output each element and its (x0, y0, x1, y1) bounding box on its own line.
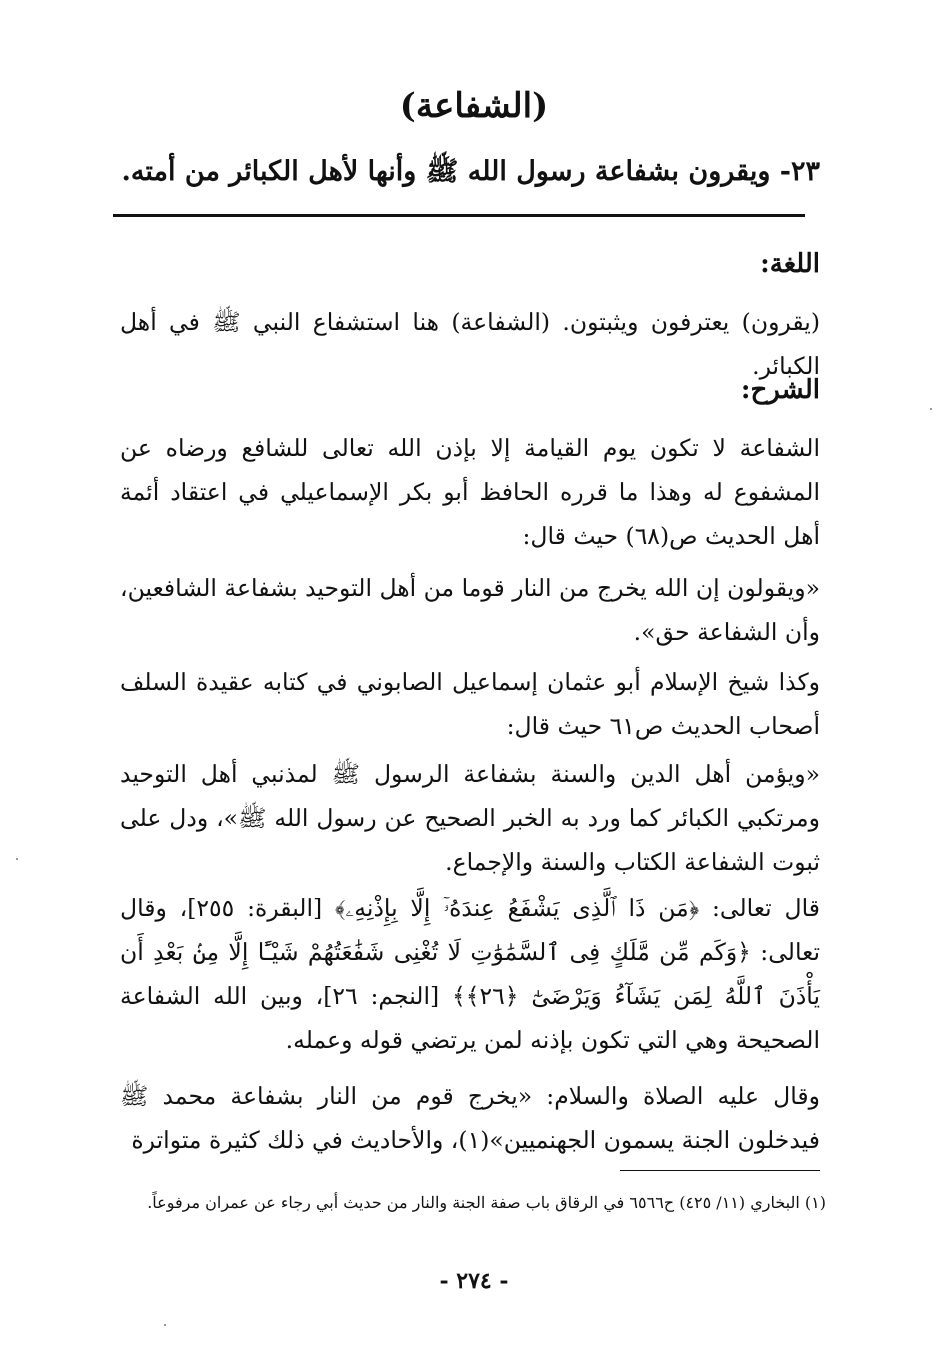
paragraph-2: «ويقولون إن الله يخرج من النار قوما من أهل التوحيد بشفاعة الشافعين، وأن الشفاعة حق». (120, 574, 820, 646)
footnote-divider (620, 1170, 820, 1171)
scan-speck (164, 1324, 166, 1326)
heading-divider (113, 214, 805, 217)
lugha-text: (يقرون) يعترفون ويثبتون. (الشفاعة) هنا استشفاع النبي ﷺ في أهل الكبائر. (120, 308, 820, 380)
paragraph-6: وقال عليه الصلاة والسلام: «يخرج قوم من النار بشفاعة محمد ﷺ فيدخلون الجنة يسمون الجهنميين»(١)، والأحاديث في ذلك كثيرة متواترة (120, 1082, 820, 1154)
section-heading: ٢٣- ويقرون بشفاعة رسول الله ﷺ وأنها لأهل الكبائر من أمته. (121, 156, 820, 187)
paragraph-4: «ويؤمن أهل الدين والسنة بشفاعة الرسول ﷺ لمذنبي أهل التوحيد ومرتكبي الكبائر كما ورد به الخبر الصحيح عن رسول الله ﷺ»، ودل على ثبوت الشفاعة الكتاب والسنة والإجماع. (120, 760, 820, 876)
paragraph-3: وكذا شيخ الإسلام أبو عثمان إسماعيل الصابوني في كتابه عقيدة السلف أصحاب الحديث ص٦١ حيث قال: (120, 668, 820, 740)
page-number: - ٢٧٤ - (439, 1268, 509, 1294)
chapter-title: (الشفاعة) (399, 86, 549, 126)
lugha-label: اللغة: (760, 249, 820, 279)
scan-speck (16, 858, 18, 860)
footnote: (١) البخاري (١١/ ٤٢٥) ح٦٥٦٦ في الرقاق باب صفة الجنة والنار من حديث أبي رجاء عن عمران مرفوعاً. (147, 1193, 826, 1212)
paragraph-1: الشفاعة لا تكون يوم القيامة إلا بإذن الله تعالى للشافع ورضاه عن المشفوع له وهذا ما قرره الحافظ أبو بكر الإسماعيلي في اعتقاد أئمة أهل الحديث ص(٦٨) حيث قال: (120, 434, 820, 550)
sharh-label: الشرح: (740, 375, 820, 405)
scan-speck (930, 408, 932, 410)
paragraph-5: قال تعالى: ﴿مَن ذَا ٱلَّذِى يَشْفَعُ عِندَهُۥٓ إِلَّا بِإِذْنِهِۦ﴾ [البقرة: ٢٥٥]، وقال تعالى: ﴿وَكَم مِّن مَّلَكٍ فِى ٱلسَّمَٰوَٰتِ لَا تُغْنِى شَفَٰعَتُهُمْ شَيْـًٔا إِلَّا مِنۢ بَعْدِ أَن يَأْذَنَ ٱللَّهُ لِمَن يَشَآءُ وَيَرْضَىٰٓ ﴿٢٦﴾﴾ [النجم: ٢٦]، وبين الله الشفاعة الصحيحة وهي التي تكون بإذنه لمن يرتضي قوله وعمله. (120, 894, 820, 1054)
